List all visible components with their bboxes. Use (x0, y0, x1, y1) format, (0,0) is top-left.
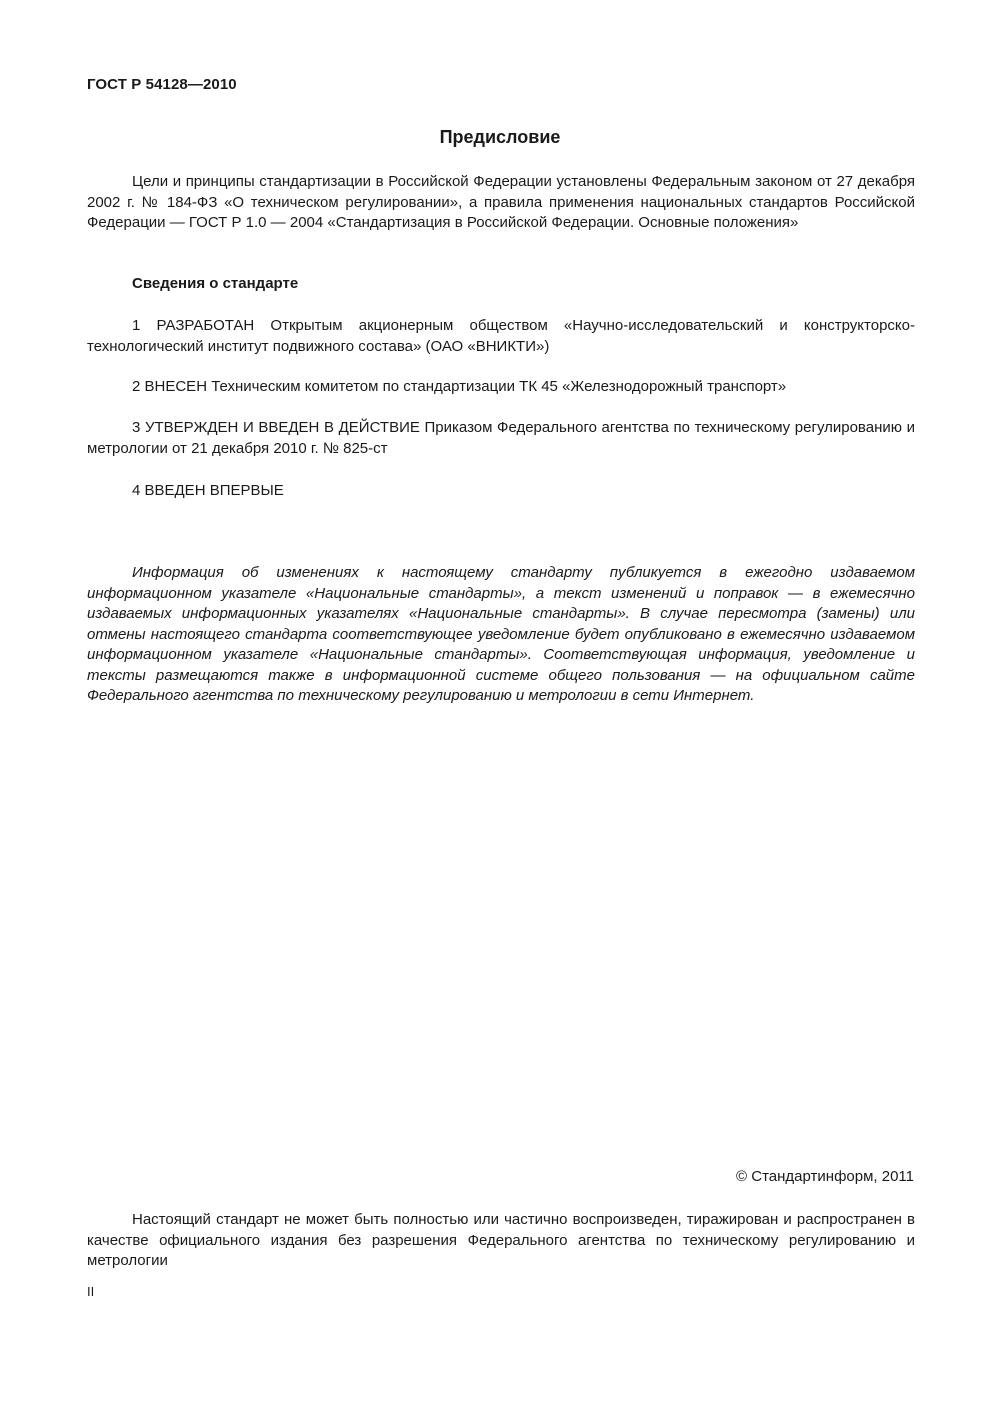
notice-paragraph: Информация об изменениях к настоящему стандарту публикуется в ежегодно издаваемом информационном указателе «Национальные стандарты», а текст изменений и поправок — в ежемесячно издаваемых информационных указателях «Национальные стандарты». В случае пересмотра (замены) или отмены настоящего стандарта соответствующее уведомление будет опубликовано в ежемесячно издаваемом информационном указателе «Национальные стандарты». Соответствующая информация, уведомление и тексты размещаются также в информационной системе общего пользования — на официальном сайте Федерального агентства по техническому регулированию и метрологии в сети Интернет. (87, 564, 915, 704)
info-heading: Сведения о стандарте (132, 275, 299, 292)
page-title: Предисловие (439, 127, 561, 147)
info-item-4: 4 ВВЕДЕН ВПЕРВЫЕ (132, 482, 284, 499)
info-item-3: 3 УТВЕРЖДЕН И ВВЕДЕН В ДЕЙСТВИЕ Приказом Федерального агентства по техническому регулированию и метрологии от 21 декабря 2010 г. № 825-ст (87, 419, 915, 457)
document-code-header: ГОСТ Р 54128—2010 (87, 76, 237, 93)
page-number: II (87, 1284, 95, 1299)
info-item-1: 1 РАЗРАБОТАН Открытым акционерным обществом «Научно-исследовательский и конструкторско-технологический институт подвижного состава» (ОАО «ВНИКТИ») (87, 317, 915, 355)
intro-paragraph: Цели и принципы стандартизации в Российской Федерации установлены Федеральным законом от 27 декабря 2002 г. № 184-ФЗ «О техническом регулировании», а правила применения национальных стандартов Российской Федерации — ГОСТ Р 1.0 — 2004 «Стандартизация в Российской Федерации. Основные положения» (87, 173, 915, 231)
copyright-line: © Стандартинформ, 2011 (736, 1168, 914, 1185)
info-item-2: 2 ВНЕСЕН Техническим комитетом по стандартизации ТК 45 «Железнодорожный транспорт» (132, 378, 787, 395)
restriction-paragraph: Настоящий стандарт не может быть полностью или частично воспроизведен, тиражирован и распространен в качестве официального издания без разрешения Федерального агентства по техническому регулированию и метрологии (87, 1211, 915, 1269)
